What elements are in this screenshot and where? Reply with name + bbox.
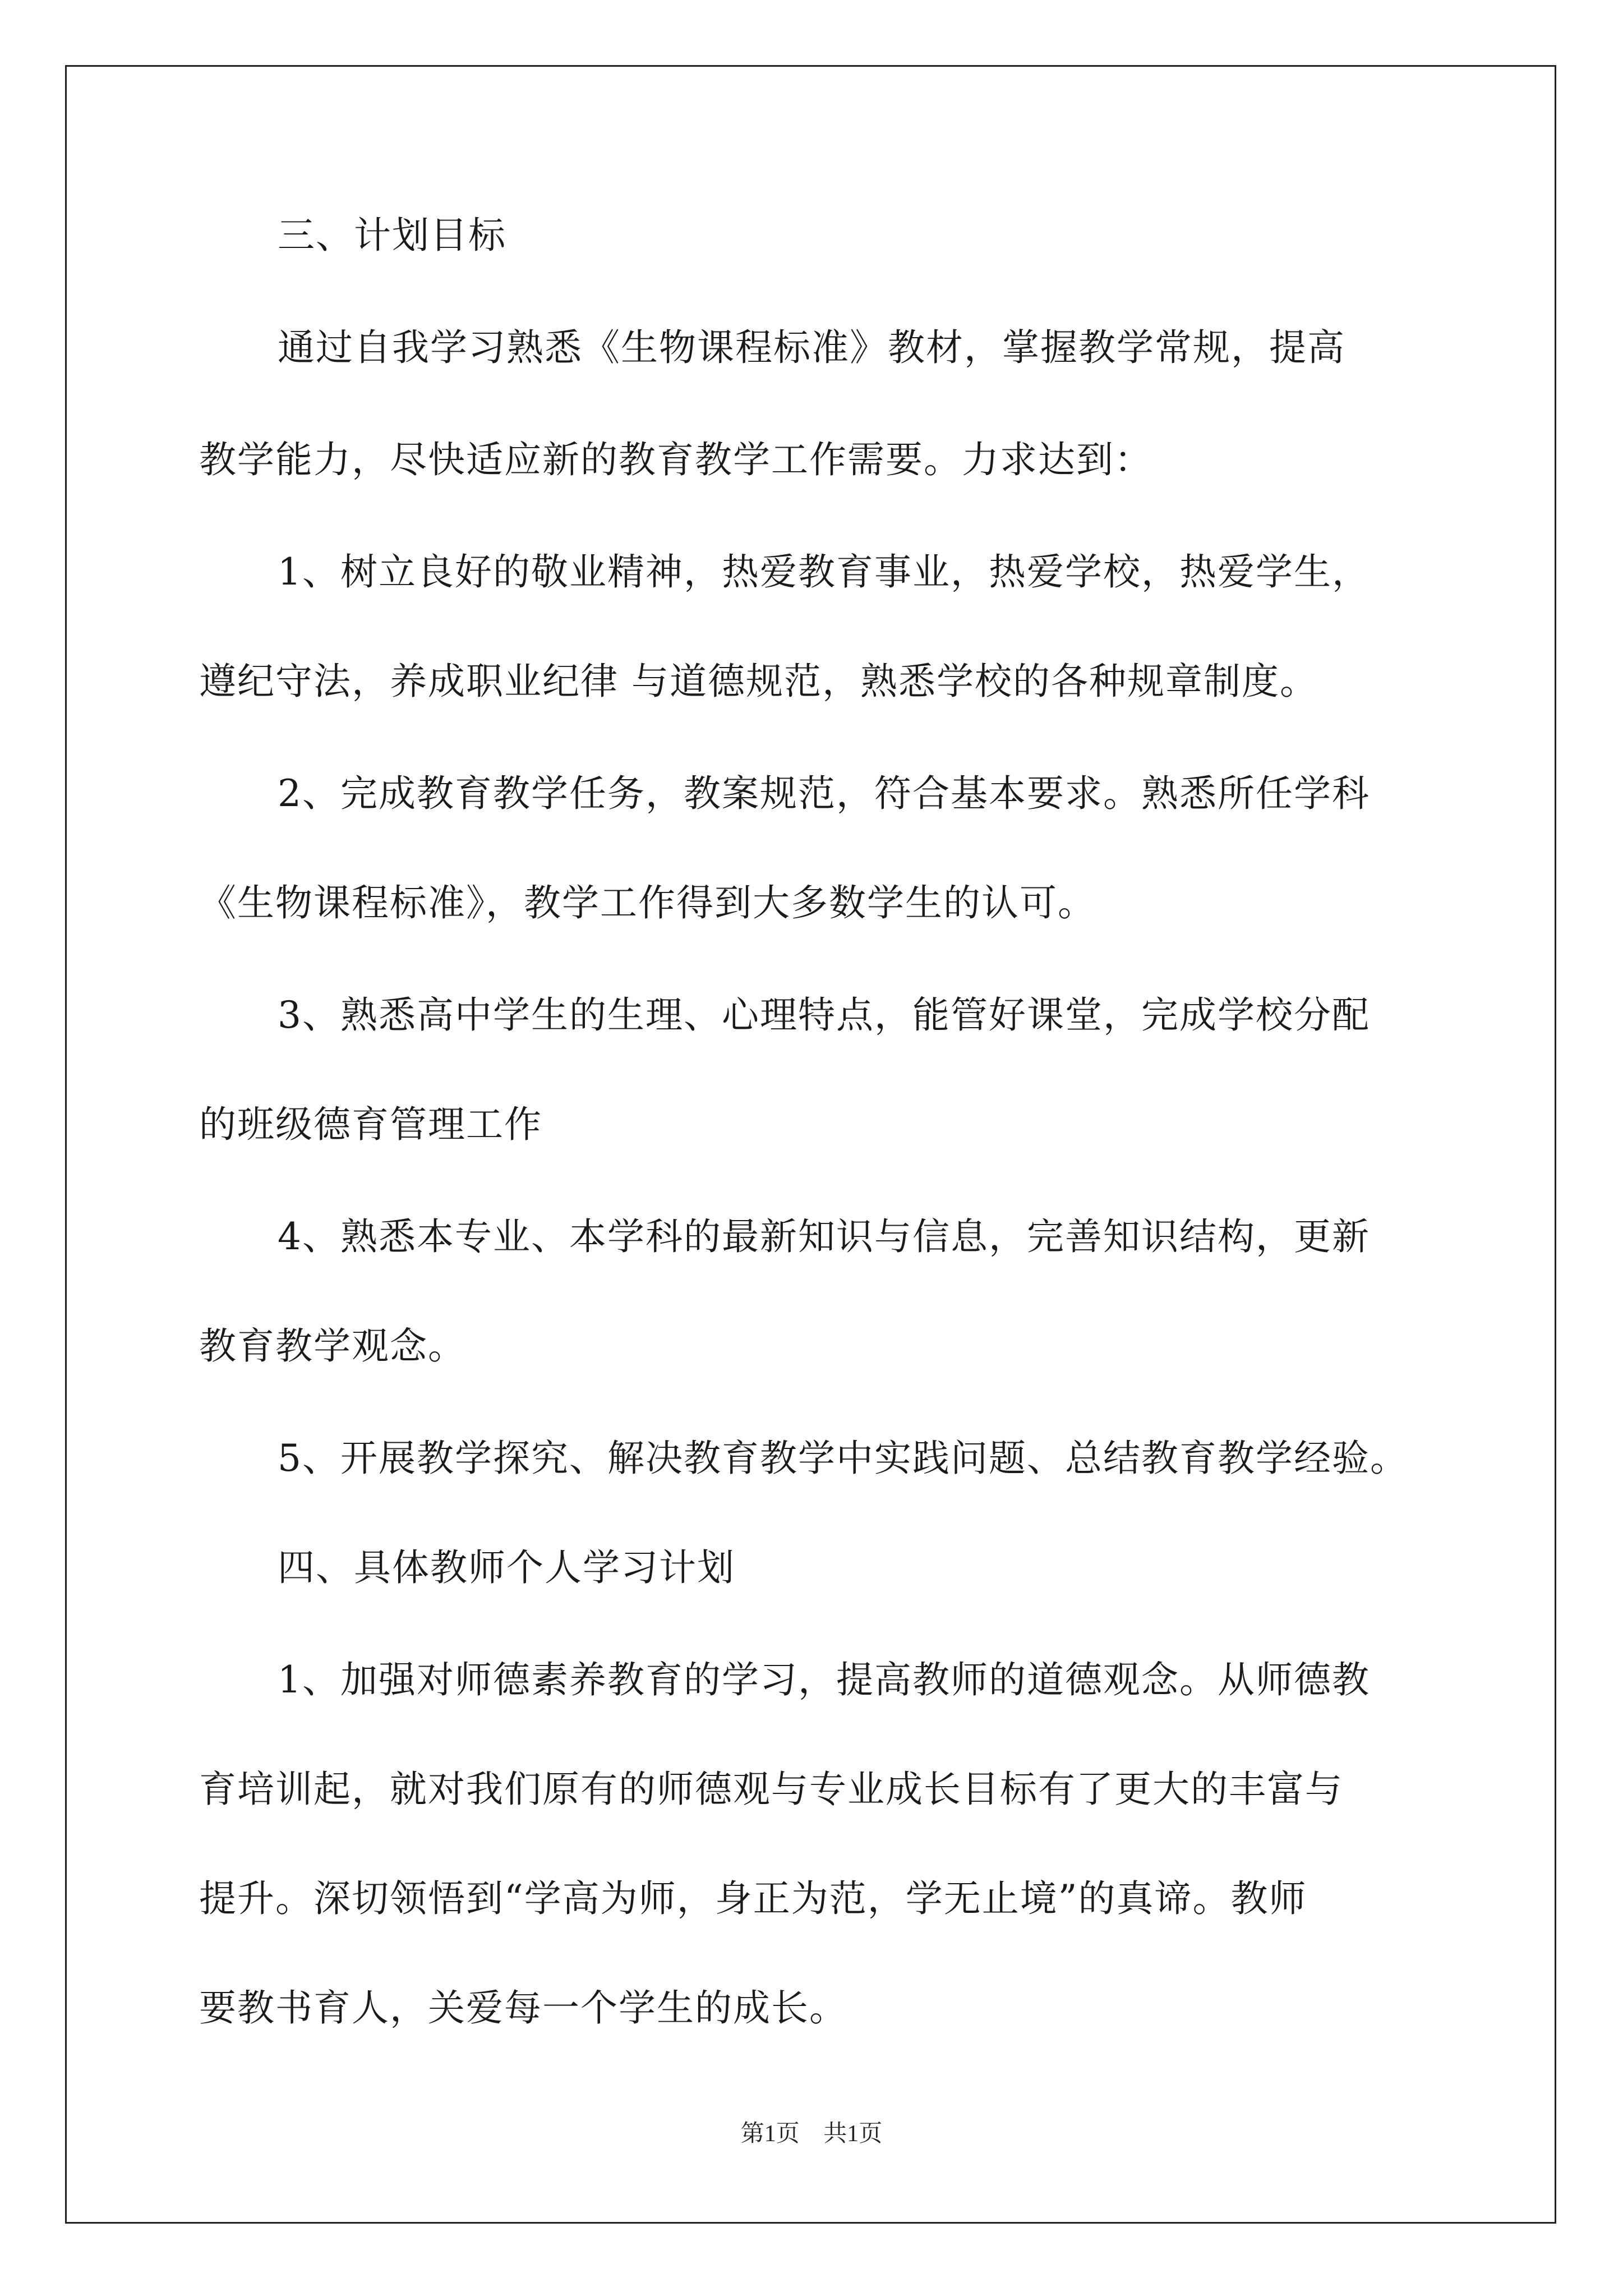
list-item-1-line: 1、树立良好的敬业精神，热爱教育事业，热爱学校，热爱学生， <box>278 550 1370 593</box>
plan-item-1-line: 要教书育人，关爱每一个学生的成长。 <box>199 1986 847 2030</box>
list-item-1-line: 遵纪守法，养成职业纪律 与道德规范，熟悉学校的各种规章制度。 <box>199 660 1318 703</box>
list-item-3-line: 的班级德育管理工作 <box>199 1103 542 1146</box>
plan-item-1-line: 提升。深切领悟到“学高为师，身正为范，学无止境”的真谛。教师 <box>199 1877 1307 1920</box>
list-item-4-line: 4、熟悉本专业、本学科的最新知识与信息，完善知识结构，更新 <box>278 1215 1370 1258</box>
list-item-4-line: 教育教学观念。 <box>199 1324 466 1368</box>
plan-item-1-line: 1、加强对师德素养教育的学习，提高教师的道德观念。从师德教 <box>278 1658 1370 1701</box>
section-heading-3: 三、计划目标 <box>278 214 506 257</box>
page-total: 共1页 <box>823 2121 883 2147</box>
plan-item-1-line: 育培训起，就对我们原有的师德观与专业成长目标有了更大的丰富与 <box>199 1768 1343 1811</box>
list-item-2-line: 《生物课程标准》，教学工作得到大多数学生的认可。 <box>199 881 1096 924</box>
list-item-5-line: 5、开展教学探究、解决教育教学中实践问题、总结教育教学经验。 <box>278 1437 1408 1480</box>
paragraph-line: 通过自我学习熟悉《生物课程标准》教材，掌握教学常规，提高 <box>278 326 1345 369</box>
section-heading-4: 四、具体教师个人学习计划 <box>278 1546 735 1589</box>
paragraph-line: 教学能力，尽快适应新的教育教学工作需要。力求达到： <box>199 438 1152 481</box>
list-item-3-line: 3、熟悉高中学生的生理、心理特点，能管好课堂，完成学校分配 <box>278 993 1370 1037</box>
page-footer <box>0 2115 1623 2148</box>
list-item-2-line: 2、完成教育教学任务，教案规范，符合基本要求。熟悉所任学科 <box>278 772 1370 815</box>
page-number: 第1页 <box>740 2121 800 2147</box>
